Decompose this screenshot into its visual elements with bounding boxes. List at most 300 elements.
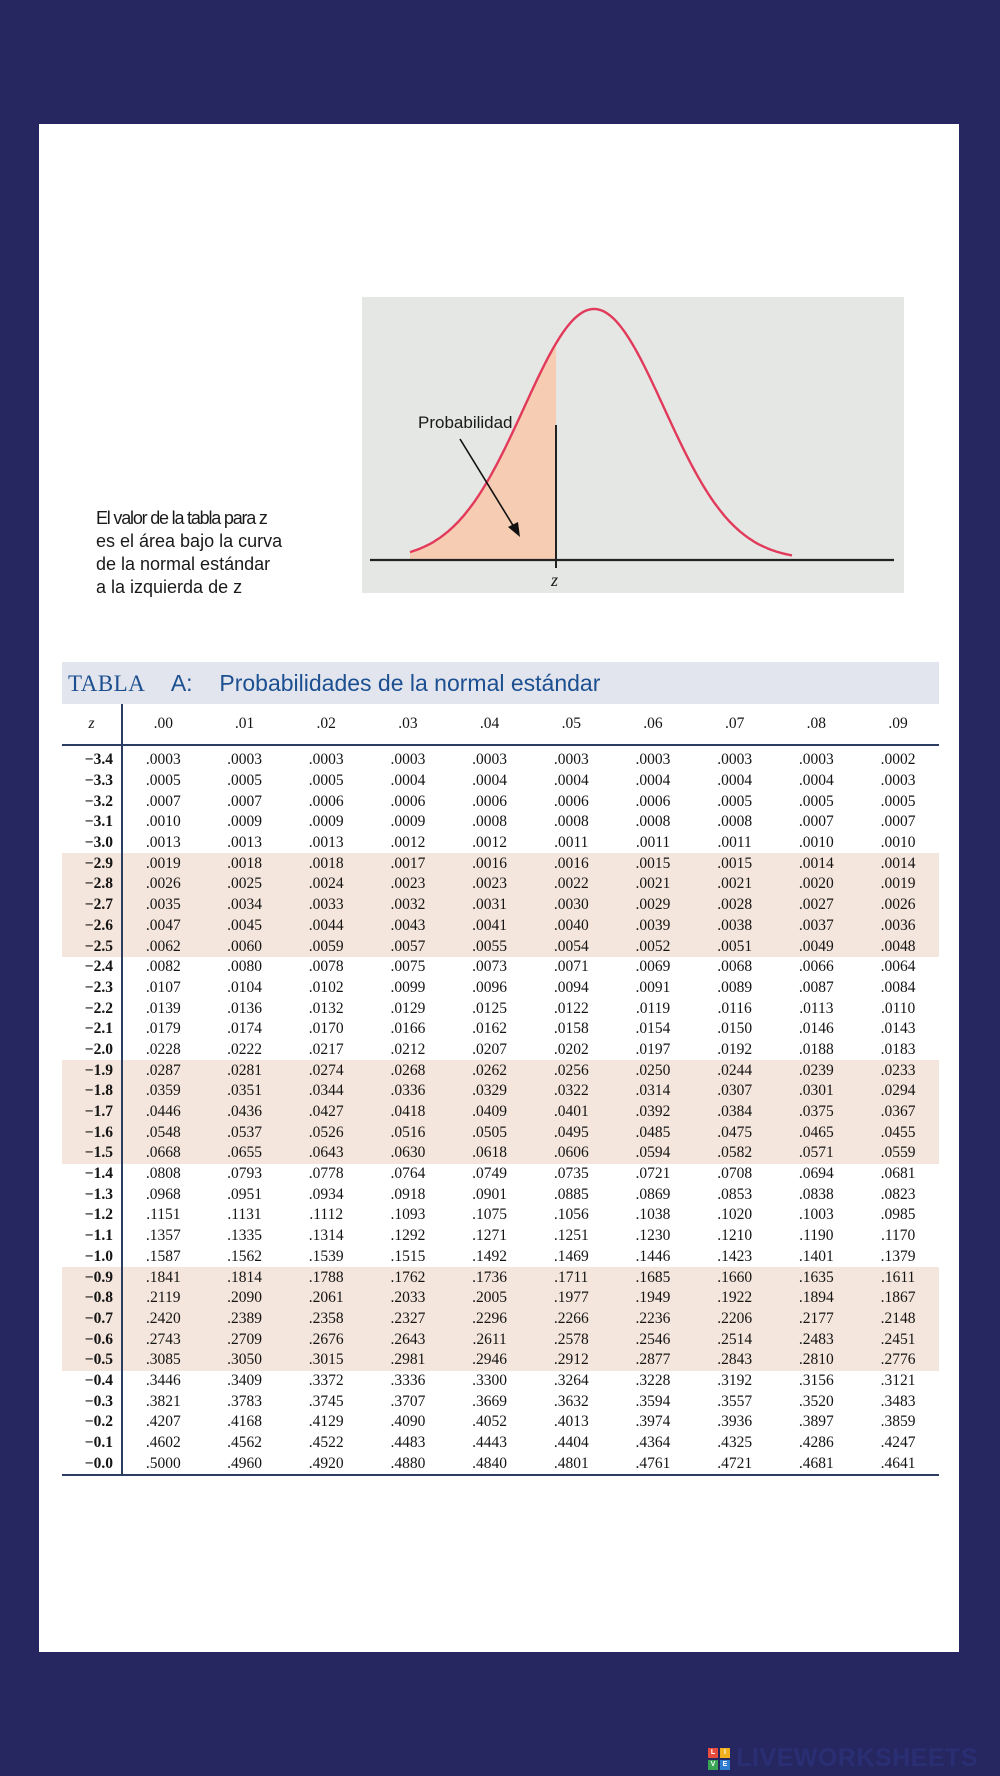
probability-cell: .0281 [204, 1060, 286, 1081]
probability-cell: .0019 [122, 853, 204, 874]
probability-cell: .0146 [798, 1020, 834, 1038]
probability-cell: .0793 [227, 1165, 262, 1183]
probability-cell: .0008 [553, 813, 589, 831]
probability-cell: .0016 [449, 853, 531, 874]
probability-cell: .0064 [880, 958, 916, 976]
table-row [62, 1143, 939, 1164]
probability-cell: .4052 [472, 1413, 508, 1431]
column-header: .00 [122, 704, 204, 745]
probability-cell: .0655 [204, 1143, 286, 1164]
probability-cell: .0018 [204, 853, 286, 874]
probability-cell: .2420 [122, 1309, 204, 1330]
probability-cell: .1446 [635, 1247, 671, 1265]
probability-cell: .0294 [857, 1081, 939, 1102]
liveworksheets-logo-icon [708, 1748, 730, 1770]
table-row [62, 745, 939, 771]
probability-cell: .0668 [122, 1143, 204, 1164]
probability-cell: .2090 [204, 1288, 286, 1309]
probability-cell: .0054 [530, 936, 612, 957]
z-value-cell: −3.2 [62, 791, 122, 812]
normal-curve-svg [362, 297, 904, 593]
z-value-cell: −1.0 [62, 1247, 122, 1268]
probability-cell: .0034 [204, 895, 286, 916]
normal-curve-figure [362, 297, 904, 593]
probability-cell: .0078 [308, 958, 344, 976]
probability-cell: .1271 [472, 1227, 508, 1245]
probability-cell: .4761 [635, 1454, 671, 1472]
probability-cell: .0039 [612, 916, 694, 937]
probability-cell: .3520 [798, 1392, 834, 1410]
probability-cell: .0143 [880, 1020, 916, 1038]
probability-cell: .0087 [798, 978, 834, 996]
probability-cell: .0007 [798, 813, 834, 831]
probability-cell: .0918 [390, 1185, 426, 1203]
column-header: .04 [449, 704, 531, 745]
probability-cell: .0301 [776, 1081, 858, 1102]
probability-cell: .0233 [857, 1060, 939, 1081]
probability-cell: .0446 [122, 1102, 204, 1123]
probability-cell: .0013 [145, 834, 181, 852]
probability-cell: .0392 [612, 1102, 694, 1123]
z-value-cell: −0.1 [62, 1433, 122, 1454]
probability-cell: .0778 [308, 1165, 344, 1183]
probability-cell: .3483 [880, 1392, 916, 1410]
probability-cell: .0069 [635, 958, 671, 976]
probability-cell: .0808 [145, 1165, 181, 1183]
probability-cell: .0329 [449, 1081, 531, 1102]
probability-cell: .0037 [776, 916, 858, 937]
caption-line-1: El valor de la tabla para z [96, 508, 267, 528]
probability-cell: .5000 [145, 1454, 181, 1472]
z-probability-table [62, 704, 939, 1476]
probability-cell: .0681 [880, 1165, 916, 1183]
probability-cell: .4364 [635, 1434, 671, 1452]
probability-cell: .1469 [553, 1247, 589, 1265]
probability-cell: .0217 [308, 1040, 344, 1058]
column-header: .06 [612, 704, 694, 745]
probability-cell: .1038 [635, 1206, 671, 1224]
probability-cell: .1314 [308, 1227, 344, 1245]
probability-cell: .4840 [472, 1454, 508, 1472]
z-value-cell: −1.2 [62, 1205, 122, 1226]
probability-cell: .1423 [717, 1247, 753, 1265]
probability-cell: .0043 [367, 916, 449, 937]
logo-letter-v: V [708, 1760, 718, 1770]
probability-cell: .0036 [857, 916, 939, 937]
probability-cell: .0853 [717, 1185, 753, 1203]
probability-cell: .0011 [554, 834, 589, 852]
probability-cell: .0139 [145, 999, 181, 1017]
probability-cell: .0006 [553, 792, 589, 810]
probability-cell: .1251 [553, 1227, 589, 1245]
probability-cell: .0107 [145, 978, 181, 996]
z-value-cell: −0.4 [62, 1371, 122, 1392]
probability-cell: .0618 [449, 1143, 531, 1164]
table-row [62, 791, 939, 812]
probability-cell: .3192 [717, 1371, 753, 1389]
probability-cell: .0256 [530, 1060, 612, 1081]
probability-cell: .0183 [880, 1040, 916, 1058]
probability-cell: .0057 [367, 936, 449, 957]
probability-cell: .2776 [857, 1350, 939, 1371]
probability-cell: .2389 [204, 1309, 286, 1330]
probability-cell: .2709 [204, 1329, 286, 1350]
probability-cell: .3446 [145, 1371, 181, 1389]
probability-cell: .0048 [857, 936, 939, 957]
probability-cell: .4129 [308, 1413, 344, 1431]
probability-cell: .0125 [472, 999, 508, 1017]
probability-cell: .4483 [390, 1434, 426, 1452]
probability-cell: .1635 [776, 1267, 858, 1288]
probability-cell: .0005 [145, 772, 181, 790]
probability-cell: .0015 [694, 853, 776, 874]
probability-cell: .2546 [612, 1329, 694, 1350]
probability-cell: .1335 [227, 1227, 262, 1245]
probability-cell: .2206 [694, 1309, 776, 1330]
probability-cell: .3594 [635, 1392, 671, 1410]
probability-cell: .0934 [308, 1185, 344, 1203]
probability-cell: .0516 [367, 1122, 449, 1143]
probability-cell: .0505 [449, 1122, 531, 1143]
probability-cell: .2451 [857, 1329, 939, 1350]
probability-cell: .2148 [857, 1309, 939, 1330]
caption-line-2: es el área bajo la curva [96, 531, 283, 551]
probability-cell: .2358 [285, 1309, 367, 1330]
table-row [62, 1184, 939, 1205]
probability-cell: .0526 [285, 1122, 367, 1143]
probability-cell: .3557 [717, 1392, 753, 1410]
probability-cell: .0013 [308, 834, 344, 852]
probability-cell: .0287 [122, 1060, 204, 1081]
probability-cell: .0035 [122, 895, 204, 916]
z-value-cell: −0.6 [62, 1329, 122, 1350]
table-row [62, 1453, 939, 1475]
probability-cell: .0548 [122, 1122, 204, 1143]
probability-cell: .4404 [553, 1434, 589, 1452]
probability-cell: .4207 [145, 1413, 181, 1431]
liveworksheets-brand [708, 1744, 978, 1773]
logo-letter-e: E [720, 1760, 730, 1770]
probability-cell: .1357 [145, 1227, 181, 1245]
probability-cell: .0582 [694, 1143, 776, 1164]
probability-cell: .3336 [390, 1371, 426, 1389]
probability-cell: .0023 [367, 874, 449, 895]
probability-cell: .4920 [308, 1454, 344, 1472]
probability-cell: .0197 [635, 1040, 671, 1058]
probability-cell: .1788 [285, 1267, 367, 1288]
probability-cell: .2005 [449, 1288, 531, 1309]
probability-cell: .0838 [798, 1185, 834, 1203]
probability-cell: .0154 [635, 1020, 671, 1038]
probability-cell: .0136 [227, 999, 262, 1017]
probability-cell: .0006 [635, 792, 671, 810]
probability-cell: .0028 [694, 895, 776, 916]
z-value-cell: −2.1 [62, 1019, 122, 1040]
probability-cell: .1056 [553, 1206, 589, 1224]
probability-cell: .4801 [553, 1454, 589, 1472]
probability-cell: .1210 [717, 1227, 753, 1245]
probability-cell: .0951 [227, 1185, 262, 1203]
probability-cell: .0026 [122, 874, 204, 895]
probability-cell: .0094 [553, 978, 589, 996]
probability-cell: .0041 [449, 916, 531, 937]
probability-cell: .0749 [472, 1165, 508, 1183]
probability-cell: .4721 [717, 1454, 753, 1472]
probability-cell: .3372 [308, 1371, 344, 1389]
probability-cell: .1539 [308, 1247, 344, 1265]
probability-cell: .0202 [553, 1040, 589, 1058]
probability-cell: .2296 [449, 1309, 531, 1330]
probability-cell: .0102 [308, 978, 344, 996]
probability-cell: .0367 [857, 1102, 939, 1123]
probability-cell: .1660 [694, 1267, 776, 1288]
probability-cell: .0003 [880, 772, 916, 790]
z-value-cell: −0.8 [62, 1288, 122, 1309]
probability-cell: .1075 [472, 1206, 508, 1224]
probability-cell: .2033 [367, 1288, 449, 1309]
probability-cell: .0009 [227, 813, 262, 831]
probability-cell: .0005 [308, 772, 344, 790]
probability-cell: .3085 [122, 1350, 204, 1371]
probability-cell: .0007 [227, 792, 262, 810]
table-row [62, 1329, 939, 1350]
z-value-cell: −0.3 [62, 1391, 122, 1412]
probability-cell: .0307 [694, 1081, 776, 1102]
table-row [62, 1060, 939, 1081]
probability-cell: .0694 [798, 1165, 834, 1183]
probability-cell: .2266 [530, 1309, 612, 1330]
probability-cell: .0314 [612, 1081, 694, 1102]
probability-cell: .4522 [308, 1434, 344, 1452]
probability-cell: .0262 [449, 1060, 531, 1081]
probability-cell: .0268 [367, 1060, 449, 1081]
probability-cell: .2981 [367, 1350, 449, 1371]
probability-cell: .0409 [449, 1102, 531, 1123]
probability-cell: .0418 [367, 1102, 449, 1123]
probability-cell: .0495 [530, 1122, 612, 1143]
probability-cell: .0170 [308, 1020, 344, 1038]
probability-cell: .1170 [880, 1227, 916, 1245]
probability-cell: .0571 [776, 1143, 858, 1164]
probability-cell: .1190 [799, 1227, 834, 1245]
probability-cell: .4443 [472, 1434, 508, 1452]
probability-cell: .0089 [717, 978, 753, 996]
probability-cell: .0901 [472, 1185, 508, 1203]
probability-cell: .0003 [553, 751, 589, 769]
probability-cell: .0014 [857, 853, 939, 874]
probability-cell: .0005 [798, 792, 834, 810]
probability-cell: .3897 [798, 1413, 834, 1431]
probability-cell: .0005 [717, 792, 753, 810]
probability-cell: .0027 [776, 895, 858, 916]
probability-cell: .0062 [122, 936, 204, 957]
probability-cell: .4013 [553, 1413, 589, 1431]
z-value-cell: −1.6 [62, 1122, 122, 1143]
z-label: z [551, 570, 559, 590]
z-value-cell: −1.1 [62, 1226, 122, 1247]
probability-cell: .1685 [612, 1267, 694, 1288]
probability-cell: .3121 [880, 1371, 916, 1389]
probability-cell: .0537 [204, 1122, 286, 1143]
z-value-cell: −2.5 [62, 936, 122, 957]
table-row [62, 916, 939, 937]
worksheet-page [39, 124, 959, 1652]
column-header: .07 [694, 704, 776, 745]
probability-cell: .0708 [717, 1165, 753, 1183]
probability-cell: .1379 [880, 1247, 916, 1265]
probability-cell: .0033 [285, 895, 367, 916]
probability-cell: .3156 [798, 1371, 834, 1389]
probability-cell: .2676 [285, 1329, 367, 1350]
probability-cell: .2810 [776, 1350, 858, 1371]
probability-cell: .4880 [390, 1454, 426, 1472]
probability-cell: .0465 [776, 1122, 858, 1143]
probability-cell: .0096 [472, 978, 508, 996]
z-value-cell: −3.3 [62, 771, 122, 792]
table-row [62, 1122, 939, 1143]
column-header: .08 [776, 704, 858, 745]
probability-cell: .0011 [635, 834, 671, 852]
probability-label: Probabilidad [418, 413, 513, 432]
probability-cell: .0010 [145, 813, 181, 831]
table-row [62, 1164, 939, 1185]
probability-cell: .0010 [880, 834, 916, 852]
z-value-cell: −0.0 [62, 1453, 122, 1475]
probability-cell: .0375 [776, 1102, 858, 1123]
probability-cell: .0021 [612, 874, 694, 895]
probability-cell: .0018 [285, 853, 367, 874]
brand-text: LIVEWORKSHEETS [736, 1744, 978, 1772]
probability-cell: .0228 [145, 1040, 181, 1058]
probability-cell: .0823 [880, 1185, 916, 1203]
z-value-cell: −0.9 [62, 1267, 122, 1288]
logo-letter-i: I [720, 1748, 730, 1758]
table-row [62, 1040, 939, 1061]
z-value-cell: −2.3 [62, 978, 122, 999]
probability-cell: .2514 [694, 1329, 776, 1350]
probability-cell: .0132 [308, 999, 344, 1017]
probability-cell: .0002 [880, 751, 916, 769]
table-title: Probabilidades de la normal estándar [219, 670, 601, 696]
probability-cell: .0485 [612, 1122, 694, 1143]
table-row [62, 1019, 939, 1040]
probability-cell: .0004 [390, 772, 426, 790]
probability-cell: .0351 [204, 1081, 286, 1102]
probability-cell: .0222 [227, 1040, 262, 1058]
probability-cell: .0004 [717, 772, 753, 790]
probability-cell: .0207 [472, 1040, 508, 1058]
probability-cell: .4681 [798, 1454, 834, 1472]
table-row [62, 1226, 939, 1247]
probability-cell: .0968 [145, 1185, 181, 1203]
z-value-cell: −2.6 [62, 916, 122, 937]
probability-cell: .1492 [472, 1247, 508, 1265]
probability-cell: .0885 [553, 1185, 589, 1203]
logo-letter-l: L [708, 1748, 718, 1758]
probability-cell: .0060 [204, 936, 286, 957]
z-value-cell: −2.2 [62, 998, 122, 1019]
probability-cell: .1230 [635, 1227, 671, 1245]
probability-cell: .0031 [449, 895, 531, 916]
figure-caption [96, 507, 376, 599]
probability-cell: .0179 [145, 1020, 181, 1038]
probability-cell: .3050 [204, 1350, 286, 1371]
probability-cell: .0250 [612, 1060, 694, 1081]
probability-cell: .0721 [635, 1165, 671, 1183]
probability-cell: .0026 [857, 895, 939, 916]
probability-cell: .2611 [449, 1329, 531, 1350]
column-header: .03 [367, 704, 449, 745]
probability-cell: .0630 [367, 1143, 449, 1164]
table-row [62, 874, 939, 895]
table-title-bar [62, 662, 939, 704]
probability-cell: .4641 [880, 1454, 916, 1472]
probability-cell: .0764 [390, 1165, 426, 1183]
probability-cell: .2327 [367, 1309, 449, 1330]
probability-cell: .3632 [553, 1392, 589, 1410]
probability-cell: .0004 [798, 772, 834, 790]
probability-cell: .0030 [530, 895, 612, 916]
probability-cell: .0166 [390, 1020, 426, 1038]
probability-cell: .1977 [530, 1288, 612, 1309]
probability-cell: .3015 [285, 1350, 367, 1371]
probability-cell: .0188 [798, 1040, 834, 1058]
probability-cell: .0606 [530, 1143, 612, 1164]
probability-cell: .1711 [530, 1267, 612, 1288]
probability-cell: .3974 [635, 1413, 671, 1431]
probability-cell: .0080 [227, 958, 262, 976]
probability-cell: .0022 [530, 874, 612, 895]
probability-cell: .2177 [776, 1309, 858, 1330]
probability-cell: .0014 [776, 853, 858, 874]
probability-cell: .0004 [472, 772, 508, 790]
probability-cell: .2946 [449, 1350, 531, 1371]
table-row [62, 771, 939, 792]
probability-cell: .0162 [472, 1020, 508, 1038]
probability-cell: .0055 [449, 936, 531, 957]
z-value-cell: −1.4 [62, 1164, 122, 1185]
probability-cell: .0068 [717, 958, 753, 976]
z-value-cell: −2.0 [62, 1040, 122, 1061]
probability-cell: .0059 [285, 936, 367, 957]
z-value-cell: −1.5 [62, 1143, 122, 1164]
probability-cell: .0244 [694, 1060, 776, 1081]
probability-cell: .0015 [612, 853, 694, 874]
probability-cell: .0129 [390, 999, 426, 1017]
probability-cell: .1515 [390, 1247, 426, 1265]
column-header: .05 [530, 704, 612, 745]
table-body [62, 745, 939, 1475]
probability-cell: .3669 [472, 1392, 508, 1410]
table-row [62, 895, 939, 916]
probability-cell: .4960 [227, 1454, 262, 1472]
probability-cell: .0099 [390, 978, 426, 996]
probability-cell: .0006 [472, 792, 508, 810]
table-row [62, 957, 939, 978]
probability-cell: .3936 [717, 1413, 753, 1431]
probability-cell: .2743 [122, 1329, 204, 1350]
probability-cell: .0869 [635, 1185, 671, 1203]
probability-cell: .0006 [308, 792, 344, 810]
probability-cell: .0008 [635, 813, 671, 831]
probability-cell: .4247 [880, 1434, 916, 1452]
probability-cell: .0003 [717, 751, 753, 769]
probability-cell: .3707 [390, 1392, 426, 1410]
probability-cell: .0643 [285, 1143, 367, 1164]
probability-cell: .0044 [285, 916, 367, 937]
probability-cell: .1736 [449, 1267, 531, 1288]
probability-cell: .2483 [776, 1329, 858, 1350]
